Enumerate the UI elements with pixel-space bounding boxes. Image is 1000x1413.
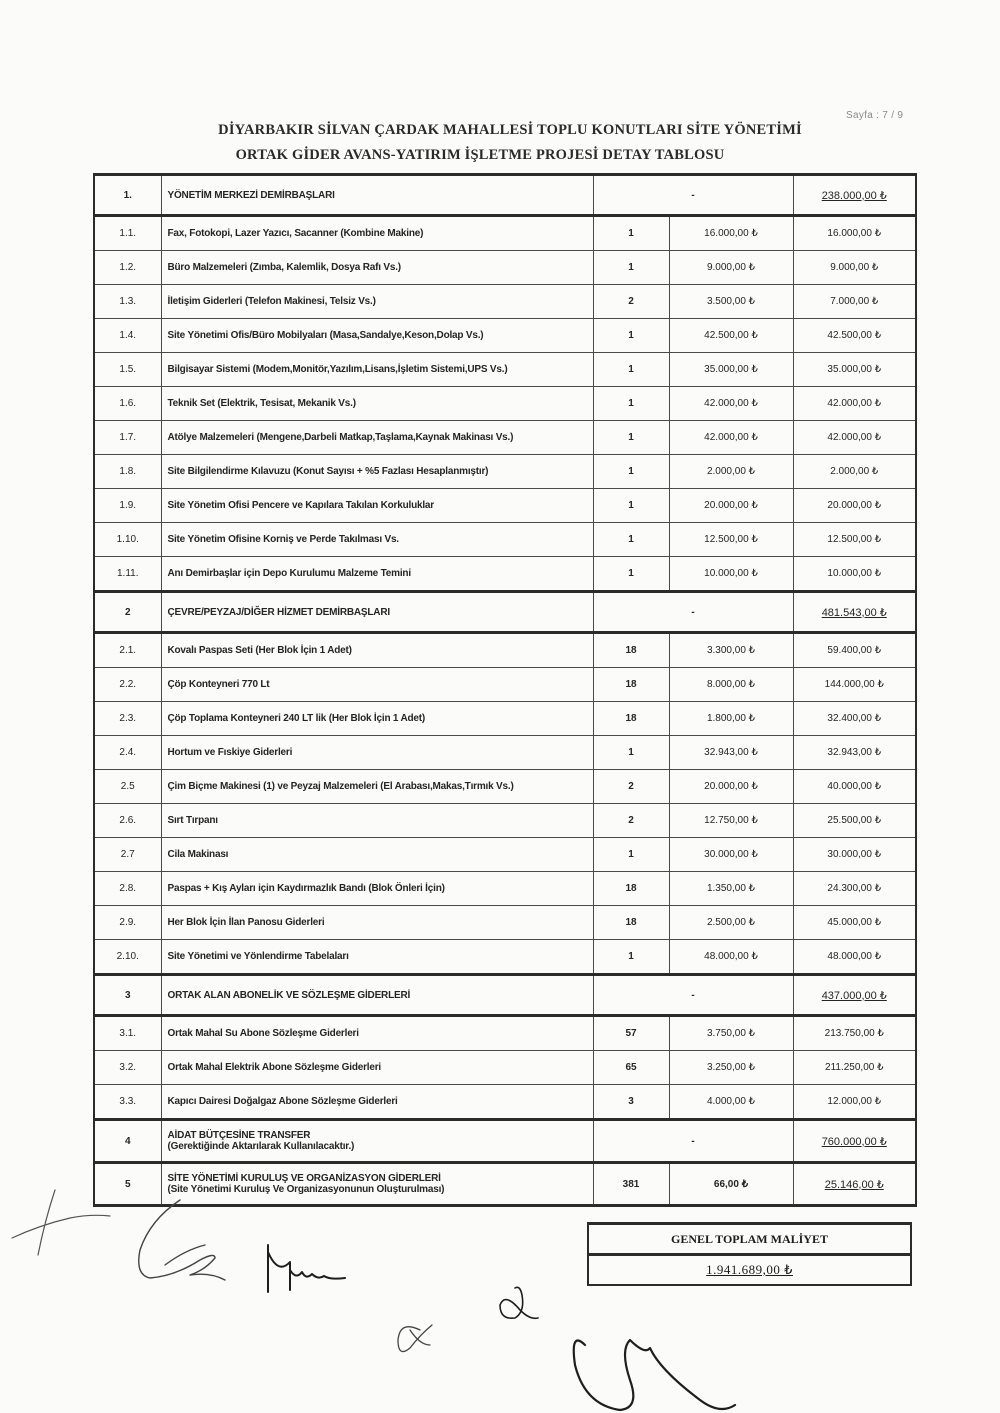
item-number: 2.6. [94, 804, 161, 838]
cost-detail-table [93, 173, 917, 1207]
item-description: Site Bilgilendirme Kılavuzu (Konut Sayısı + %5 Fazlası Hesaplanmıştır) [161, 455, 593, 489]
item-quantity: 3 [593, 1085, 669, 1120]
item-description: Site Yönetimi Ofis/Büro Mobilyaları (Masa,Sandalye,Keson,Dolap Vs.) [161, 319, 593, 353]
item-description: Büro Malzemeleri (Zımba, Kalemlik, Dosya Rafı Vs.) [161, 251, 593, 285]
item-quantity: 1 [593, 387, 669, 421]
item-total: 16.000,00 ₺ [793, 216, 916, 251]
item-description: Çöp Toplama Konteyneri 240 LT lik (Her Blok İçin 1 Adet) [161, 702, 593, 736]
item-number: 1.11. [94, 557, 161, 592]
section-header-row [94, 175, 916, 216]
item-quantity: 1 [593, 736, 669, 770]
item-unit-price: 4.000,00 ₺ [669, 1085, 793, 1120]
item-description: Ortak Mahal Su Abone Sözleşme Giderleri [161, 1016, 593, 1051]
item-quantity: 1 [593, 523, 669, 557]
item-total: 45.000,00 ₺ [793, 906, 916, 940]
section-title [161, 1120, 593, 1163]
item-unit-price: 35.000,00 ₺ [669, 353, 793, 387]
item-unit-price: 3.750,00 ₺ [669, 1016, 793, 1051]
item-total: 25.500,00 ₺ [793, 804, 916, 838]
section-quantity: 381 [593, 1163, 669, 1206]
table-row [94, 523, 916, 557]
item-quantity: 1 [593, 489, 669, 523]
item-number: 2.2. [94, 668, 161, 702]
item-unit-price: 32.943,00 ₺ [669, 736, 793, 770]
item-total: 7.000,00 ₺ [793, 285, 916, 319]
section-subtitle: (Gerektiğinde Aktarılarak Kullanılacaktır.) [167, 1141, 355, 1152]
section-header-row [94, 1120, 916, 1163]
item-description: Bilgisayar Sistemi (Modem,Monitör,Yazılım,Lisans,İşletim Sistemi,UPS Vs.) [161, 353, 593, 387]
item-quantity: 18 [593, 668, 669, 702]
table-row [94, 319, 916, 353]
section-total-value: 481.543,00 ₺ [821, 606, 887, 619]
signature-1 [12, 1190, 110, 1255]
item-description: Site Yönetimi ve Yönlendirme Tabelaları [161, 940, 593, 975]
table-row [94, 251, 916, 285]
item-unit-price: 12.750,00 ₺ [669, 804, 793, 838]
item-total: 48.000,00 ₺ [793, 940, 916, 975]
item-description: Cila Makinası [161, 838, 593, 872]
section-total-value: 25.146,00 ₺ [824, 1178, 884, 1191]
item-number: 3.1. [94, 1016, 161, 1051]
table-row [94, 872, 916, 906]
section-title [161, 175, 593, 216]
table-row [94, 736, 916, 770]
item-quantity: 1 [593, 557, 669, 592]
signature-4 [398, 1325, 432, 1352]
table-row [94, 557, 916, 592]
item-description: Paspas + Kış Ayları için Kaydırmazlık Bandı (Blok Önleri İçin) [161, 872, 593, 906]
item-unit-price: 42.000,00 ₺ [669, 421, 793, 455]
section-total-value: 437.000,00 ₺ [821, 989, 887, 1002]
item-total: 12.000,00 ₺ [793, 1085, 916, 1120]
item-description: Ortak Mahal Elektrik Abone Sözleşme Giderleri [161, 1051, 593, 1085]
item-quantity: 2 [593, 285, 669, 319]
table-row [94, 668, 916, 702]
item-unit-price: 30.000,00 ₺ [669, 838, 793, 872]
item-unit-price: 1.800,00 ₺ [669, 702, 793, 736]
table-row [94, 702, 916, 736]
item-total: 9.000,00 ₺ [793, 251, 916, 285]
item-total: 24.300,00 ₺ [793, 872, 916, 906]
section-unit-price: 66,00 ₺ [669, 1163, 793, 1206]
item-quantity: 1 [593, 216, 669, 251]
section-title-text: SİTE YÖNETİMİ KURULUŞ VE ORGANİZASYON GİDERLERİ [167, 1173, 441, 1184]
table-row [94, 216, 916, 251]
item-quantity: 1 [593, 838, 669, 872]
item-unit-price: 20.000,00 ₺ [669, 489, 793, 523]
item-quantity: 1 [593, 319, 669, 353]
item-quantity: 2 [593, 770, 669, 804]
item-quantity: 57 [593, 1016, 669, 1051]
section-quantity-placeholder: - [593, 175, 793, 216]
item-total: 2.000,00 ₺ [793, 455, 916, 489]
item-number: 1.2. [94, 251, 161, 285]
grand-total-value: 1.941.689,00 ₺ [588, 1255, 911, 1286]
section-header-row [94, 975, 916, 1016]
item-description: Fax, Fotokopi, Lazer Yazıcı, Sacanner (Kombine Makine) [161, 216, 593, 251]
item-unit-price: 42.000,00 ₺ [669, 387, 793, 421]
item-description: Atölye Malzemeleri (Mengene,Darbeli Matkap,Taşlama,Kaynak Makinası Vs.) [161, 421, 593, 455]
section-number: 4 [94, 1120, 161, 1163]
item-total: 59.400,00 ₺ [793, 633, 916, 668]
item-unit-price: 12.500,00 ₺ [669, 523, 793, 557]
section-title [161, 975, 593, 1016]
item-number: 2.10. [94, 940, 161, 975]
item-number: 3.3. [94, 1085, 161, 1120]
item-description: Kapıcı Dairesi Doğalgaz Abone Sözleşme Giderleri [161, 1085, 593, 1120]
table-row [94, 804, 916, 838]
signature-3 [268, 1245, 345, 1292]
section-title-text: YÖNETİM MERKEZİ DEMİRBAŞLARI [167, 189, 335, 201]
item-description: Sırt Tırpanı [161, 804, 593, 838]
cost-table-body [94, 175, 916, 1206]
item-quantity: 1 [593, 421, 669, 455]
item-total: 20.000,00 ₺ [793, 489, 916, 523]
table-row [94, 387, 916, 421]
item-total: 144.000,00 ₺ [793, 668, 916, 702]
section-total [793, 1120, 916, 1163]
item-unit-price: 2.500,00 ₺ [669, 906, 793, 940]
table-row [94, 489, 916, 523]
item-number: 1.8. [94, 455, 161, 489]
item-quantity: 18 [593, 633, 669, 668]
item-unit-price: 20.000,00 ₺ [669, 770, 793, 804]
item-unit-price: 1.350,00 ₺ [669, 872, 793, 906]
section-title-text: ÇEVRE/PEYZAJ/DİĞER HİZMET DEMİRBAŞLARI [167, 606, 390, 618]
item-number: 2.8. [94, 872, 161, 906]
item-total: 42.000,00 ₺ [793, 421, 916, 455]
table-row [94, 421, 916, 455]
grand-total-label: GENEL TOPLAM MALİYET [588, 1224, 911, 1255]
table-row [94, 1016, 916, 1051]
item-description: Site Yönetim Ofisine Korniş ve Perde Takılması Vs. [161, 523, 593, 557]
table-row [94, 455, 916, 489]
section-subtitle: (Site Yönetimi Kuruluş Ve Organizasyonunun Oluşturulması) [167, 1184, 445, 1195]
item-total: 12.500,00 ₺ [793, 523, 916, 557]
item-number: 3.2. [94, 1051, 161, 1085]
item-description: Hortum ve Fıskiye Giderleri [161, 736, 593, 770]
item-unit-price: 3.300,00 ₺ [669, 633, 793, 668]
table-row [94, 353, 916, 387]
item-description: Kovalı Paspas Seti (Her Blok İçin 1 Adet) [161, 633, 593, 668]
item-description: Her Blok İçin İlan Panosu Giderleri [161, 906, 593, 940]
table-row [94, 285, 916, 319]
document-title-line1: DİYARBAKIR SİLVAN ÇARDAK MAHALLESİ TOPLU KONUTLARI SİTE YÖNETİMİ [218, 122, 802, 138]
item-total: 42.500,00 ₺ [793, 319, 916, 353]
table-row [94, 1085, 916, 1120]
table-row [94, 770, 916, 804]
section-total [793, 592, 916, 633]
item-unit-price: 2.000,00 ₺ [669, 455, 793, 489]
table-row [94, 633, 916, 668]
item-description: Teknik Set (Elektrik, Tesisat, Mekanik Vs.) [161, 387, 593, 421]
section-total-value: 238.000,00 ₺ [821, 189, 887, 202]
section-title-text: ORTAK ALAN ABONELİK VE SÖZLEŞME GİDERLERİ [167, 989, 411, 1001]
signature-5 [500, 1287, 538, 1318]
signature-2 [139, 1200, 225, 1280]
item-unit-price: 8.000,00 ₺ [669, 668, 793, 702]
item-number: 2.9. [94, 906, 161, 940]
item-number: 2.7 [94, 838, 161, 872]
item-description: Çöp Konteyneri 770 Lt [161, 668, 593, 702]
item-quantity: 18 [593, 872, 669, 906]
section-title [161, 592, 593, 633]
table-row [94, 906, 916, 940]
section-total [793, 175, 916, 216]
item-number: 1.7. [94, 421, 161, 455]
section-number: 3 [94, 975, 161, 1016]
item-number: 2.5 [94, 770, 161, 804]
item-total: 42.000,00 ₺ [793, 387, 916, 421]
item-number: 2.1. [94, 633, 161, 668]
item-number: 1.9. [94, 489, 161, 523]
signature-6 [574, 1340, 735, 1410]
item-quantity: 18 [593, 702, 669, 736]
item-total: 213.750,00 ₺ [793, 1016, 916, 1051]
item-number: 1.5. [94, 353, 161, 387]
item-total: 32.943,00 ₺ [793, 736, 916, 770]
section-quantity-placeholder: - [593, 592, 793, 633]
item-quantity: 18 [593, 906, 669, 940]
signatures [0, 1180, 1000, 1413]
item-description: İletişim Giderleri (Telefon Makinesi, Telsiz Vs.) [161, 285, 593, 319]
item-description: Çim Biçme Makinesi (1) ve Peyzaj Malzemeleri (El Arabası,Makas,Tırmık Vs.) [161, 770, 593, 804]
item-unit-price: 10.000,00 ₺ [669, 557, 793, 592]
table-row [94, 1051, 916, 1085]
item-number: 1.3. [94, 285, 161, 319]
item-description: Site Yönetim Ofisi Pencere ve Kapılara Takılan Korkuluklar [161, 489, 593, 523]
table-row [94, 838, 916, 872]
section-quantity-placeholder: - [593, 975, 793, 1016]
item-unit-price: 9.000,00 ₺ [669, 251, 793, 285]
item-number: 2.4. [94, 736, 161, 770]
section-total-value: 760.000,00 ₺ [821, 1135, 887, 1148]
table-row [94, 940, 916, 975]
item-unit-price: 42.500,00 ₺ [669, 319, 793, 353]
item-quantity: 2 [593, 804, 669, 838]
item-number: 1.6. [94, 387, 161, 421]
item-unit-price: 16.000,00 ₺ [669, 216, 793, 251]
section-number: 2 [94, 592, 161, 633]
item-unit-price: 3.500,00 ₺ [669, 285, 793, 319]
page-number: Sayfa : 7 / 9 [846, 110, 904, 121]
document-title-line2: ORTAK GİDER AVANS-YATIRIM İŞLETME PROJESİ DETAY TABLOSU [235, 147, 725, 163]
item-quantity: 1 [593, 353, 669, 387]
item-total: 211.250,00 ₺ [793, 1051, 916, 1085]
section-title-text: AİDAT BÜTÇESİNE TRANSFER [167, 1130, 311, 1141]
item-total: 30.000,00 ₺ [793, 838, 916, 872]
item-quantity: 65 [593, 1051, 669, 1085]
section-number: 1. [94, 175, 161, 216]
item-number: 1.4. [94, 319, 161, 353]
item-total: 10.000,00 ₺ [793, 557, 916, 592]
section-header-row [94, 592, 916, 633]
item-unit-price: 3.250,00 ₺ [669, 1051, 793, 1085]
item-number: 1.1. [94, 216, 161, 251]
section-total [793, 975, 916, 1016]
item-quantity: 1 [593, 251, 669, 285]
item-number: 2.3. [94, 702, 161, 736]
item-total: 35.000,00 ₺ [793, 353, 916, 387]
item-unit-price: 48.000,00 ₺ [669, 940, 793, 975]
item-description: Anı Demirbaşlar için Depo Kurulumu Malzeme Temini [161, 557, 593, 592]
item-number: 1.10. [94, 523, 161, 557]
item-total: 32.400,00 ₺ [793, 702, 916, 736]
item-total: 40.000,00 ₺ [793, 770, 916, 804]
item-quantity: 1 [593, 940, 669, 975]
item-quantity: 1 [593, 455, 669, 489]
section-number: 5 [94, 1163, 161, 1206]
section-quantity-placeholder: - [593, 1120, 793, 1163]
